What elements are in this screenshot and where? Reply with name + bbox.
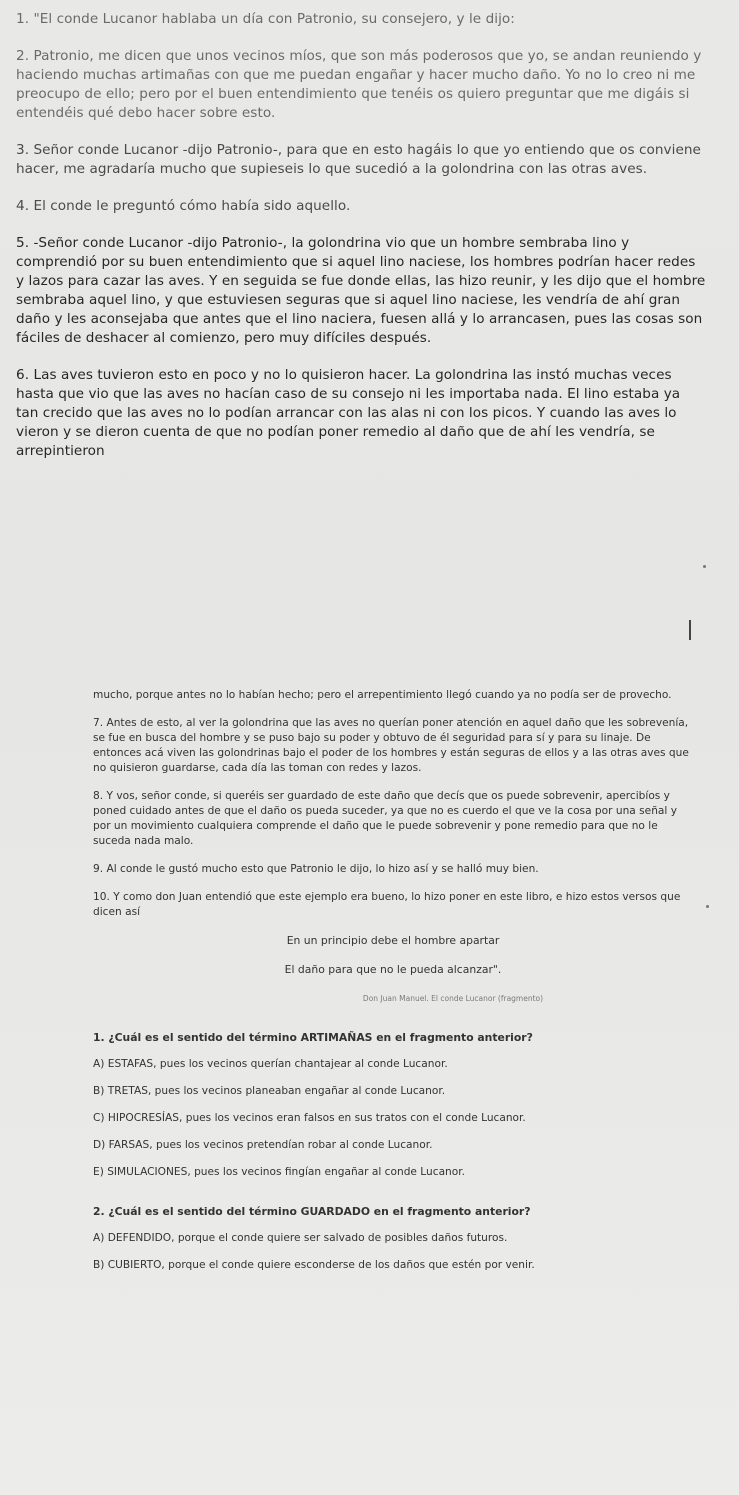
paragraph-10: 10. Y como don Juan entendió que este ejemplo era bueno, lo hizo poner en este libro, e hizo estos versos que dicen así (93, 891, 681, 918)
source-attribution: Don Juan Manuel. El conde Lucanor (fragmento) (362, 994, 544, 1003)
answer-option: C) HIPOCRESÍAS, pues los vecinos eran falsos en sus tratos con el conde Lucanor. (93, 1112, 526, 1124)
paragraph-6: 6. Las aves tuvieron esto en poco y no lo quisieron hacer. La golondrina las instó muchas veces hasta que vio que las aves no hacían caso de su consejo ni les importaba nada. El lino estaba ya tan crecido que las aves no lo podían arrancar con las alas ni con los picos. Y cuando las aves lo vieron y se dieron cuenta de que no podían poner remedio al daño que de ahí les vendría, se arrepintieron (16, 367, 681, 459)
answer-option: D) FARSAS, pues los vecinos pretendían robar al conde Lucanor. (93, 1139, 433, 1151)
speck-mark (706, 905, 709, 908)
verse-line-2: El daño para que no le pueda alcanzar". (284, 963, 502, 976)
lower-text-block (93, 688, 693, 1297)
answer-option: B) TRETAS, pues los vecinos planeaban engañar al conde Lucanor. (93, 1085, 446, 1097)
paragraph-3: 3. Señor conde Lucanor -dijo Patronio-, para que en esto hagáis lo que yo entiendo que os conviene hacer, me agradaría mucho que supieseis lo que sucedió a la golondrina con las otras aves. (16, 142, 701, 177)
verse-line-1: En un principio debe el hombre apartar (286, 934, 500, 947)
paragraph-2: 2. Patronio, me dicen que unos vecinos míos, que son más poderosos que yo, se andan reuniendo y haciendo muchas artimañas con que me puedan engañar y hacer mucho daño. Yo no lo creo ni me preocupo de ello; pero por el buen entendimiento que tenéis os quiero preguntar que me digáis si entendéis qué debo hacer sobre esto. (16, 48, 702, 121)
paragraph-1: 1. "El conde Lucanor hablaba un día con Patronio, su consejero, y le dijo: (16, 11, 515, 27)
paragraph-4: 4. El conde le preguntó cómo había sido aquello. (16, 198, 351, 214)
answer-option: A) DEFENDIDO, porque el conde quiere ser salvado de posibles daños futuros. (93, 1232, 508, 1244)
question-2 (93, 1204, 693, 1273)
paragraph-6-continued: mucho, porque antes no lo habían hecho; pero el arrepentimiento llegó cuando ya no podía ser de provecho. (93, 689, 672, 701)
upper-text-block (16, 10, 706, 479)
question-1 (93, 1030, 693, 1180)
answer-option: E) SIMULACIONES, pues los vecinos fingían engañar al conde Lucanor. (93, 1166, 466, 1178)
pen-mark (689, 620, 691, 640)
paragraph-8: 8. Y vos, señor conde, si queréis ser guardado de este daño que decís que os puede sobrevenir, apercibíos y poned cuidado antes de que el daño os pueda suceder, ya que no es cuerdo el que ve la cosa por una señal y por un movimiento cualquiera comprende el daño que le puede sobrevenir y pone remedio para que no le suceda nada malo. (93, 790, 677, 847)
paragraph-9: 9. Al conde le gustó mucho esto que Patronio le dijo, lo hizo así y se halló muy bien. (93, 863, 539, 875)
answer-option: A) ESTAFAS, pues los vecinos querían chantajear al conde Lucanor. (93, 1058, 448, 1070)
question-stem: 2. ¿Cuál es el sentido del término GUARDADO en el fragmento anterior? (93, 1205, 531, 1218)
paragraph-5: 5. -Señor conde Lucanor -dijo Patronio-, la golondrina vio que un hombre sembraba lino y comprendió por su buen entendimiento que si aquel lino naciese, los hombres podrían hacer redes y lazos para cazar las aves. Y en seguida se fue donde ellas, las hizo reunir, y les dijo que el hombre sembraba aquel lino, y que estuviesen seguras que si aquel lino naciese, les vendría de ahí gran daño y les aconsejaba que antes que el lino naciera, fuesen allá y lo arrancasen, pues las cosas son fáciles de deshacer al comienzo, pero muy difíciles después. (16, 235, 706, 346)
answer-option: B) CUBIERTO, porque el conde quiere esconderse de los daños que estén por venir. (93, 1259, 535, 1271)
speck-mark (703, 565, 706, 568)
question-stem: 1. ¿Cuál es el sentido del término ARTIMAÑAS en el fragmento anterior? (93, 1031, 533, 1044)
paragraph-7: 7. Antes de esto, al ver la golondrina que las aves no querían poner atención en aquel daño que les sobrevenía, se fue en busca del hombre y se puso bajo su poder y obtuvo de él seguridad para sí y para su linaje. De entonces acá viven las golondrinas bajo el poder de los hombres y están seguras de ellos y a las otras aves que no quisieron guardarse, cada día las toman con redes y lazos. (93, 717, 689, 774)
